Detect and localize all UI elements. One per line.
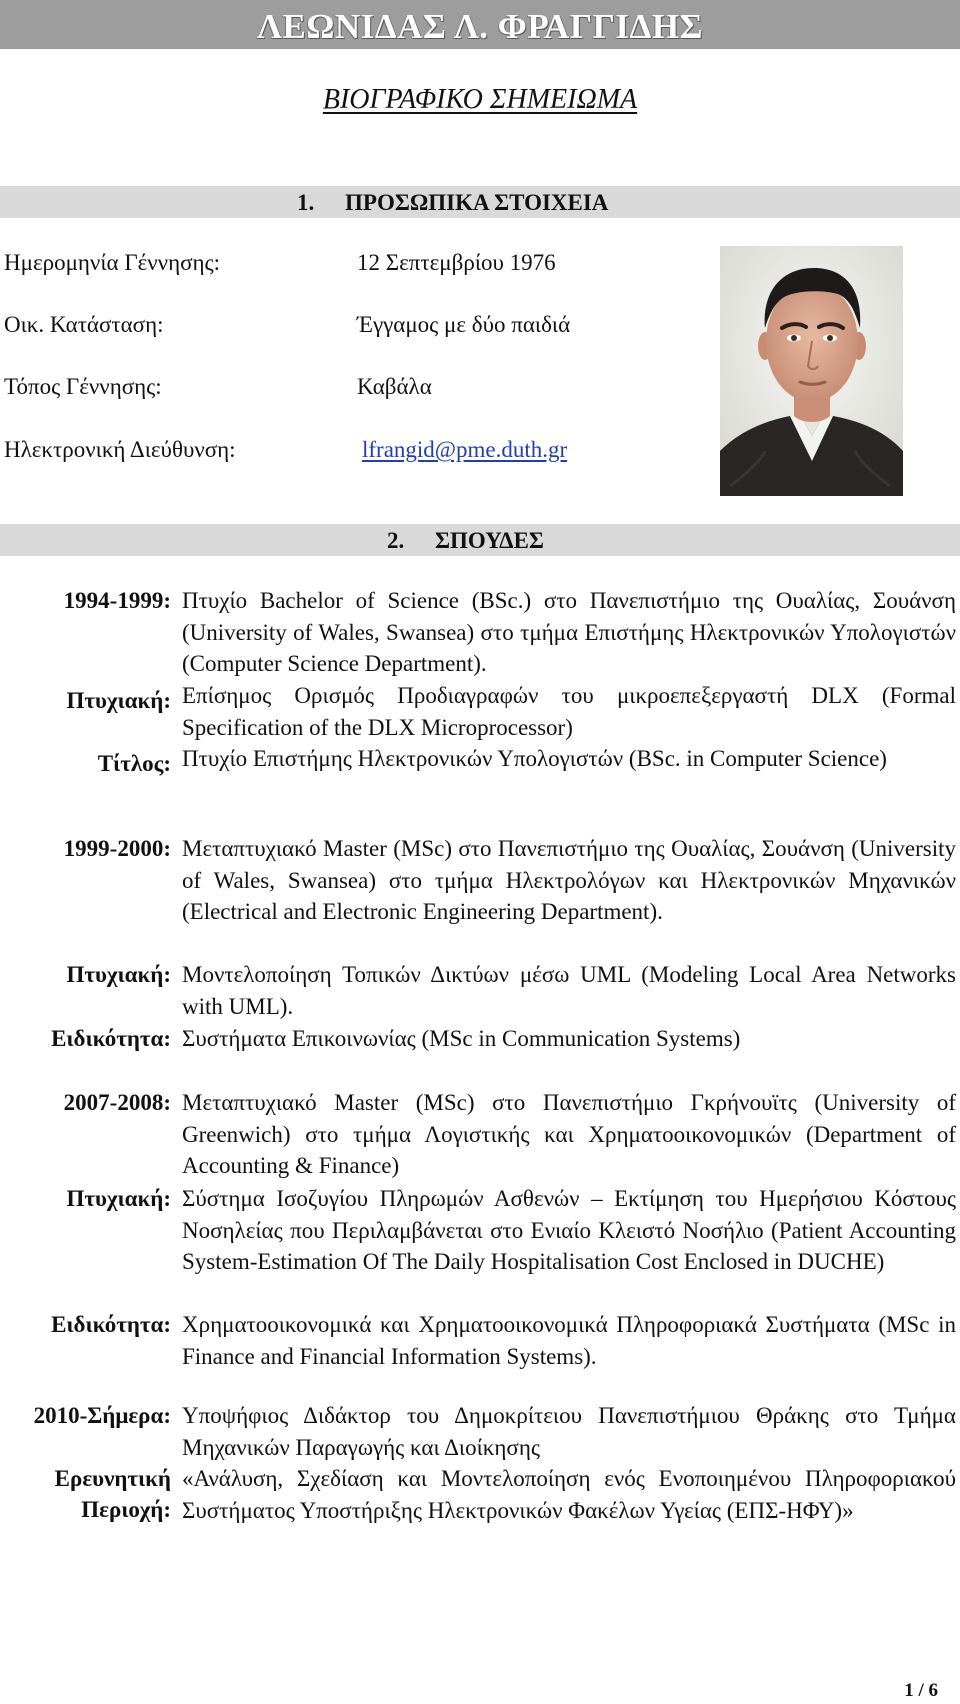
section-header-studies <box>0 524 960 556</box>
birth-date-label: Ημερομηνία Γέννησης: <box>4 250 221 275</box>
entry-text: Υποψήφιος Διδάκτορ του Δημοκρίτειου Πανεπιστήμιου Θράκης στο Τμήμα Μηχανικών Παραγωγής και Διοίκησης <box>182 1403 956 1460</box>
entry-label: Περιοχή: <box>81 1497 171 1522</box>
entry-label: Πτυχιακή: <box>66 688 171 713</box>
entry-label: 2010-Σήμερα: <box>33 1403 171 1428</box>
person-name: ΛΕΩΝΙΔΑΣ Λ. ΦΡΑΓΓΙΔΗΣ <box>256 7 704 46</box>
entry-label: 1994-1999: <box>63 588 171 613</box>
entry-text: Μεταπτυχιακό Master (MSc) στο Πανεπιστήμιο Γκρήνουϊτς (University of Greenwich) στο τμήμα Λογιστικής και Χρηματοοικονομικών (Department of Accounting & Finance) <box>182 1090 956 1178</box>
section-number: 2. <box>387 528 405 553</box>
entry-label: Πτυχιακή: <box>66 1186 171 1211</box>
entry-text: Πτυχίο Επιστήμης Ηλεκτρονικών Υπολογιστών (BSc. in Computer Science) <box>182 746 887 771</box>
marital-status-label: Οικ. Κατάσταση: <box>4 312 164 337</box>
email-link[interactable]: lfrangid@pme.duth.gr <box>362 437 568 462</box>
entry-text: Συστήματα Επικοινωνίας (MSc in Communication Systems) <box>182 1026 741 1051</box>
name-banner <box>0 0 960 49</box>
entry-text: Σύστημα Ισοζυγίου Πληρωμών Ασθενών – Εκτίμηση του Ημερήσιου Κόστους Νοσηλείας που Περιλαμβάνεται στο Ενιαίο Κλειστό Νοσήλιο (Patient Accounting System-Estimation Of The Daily Hospitalisation Cost Enclosed in DUCHE) <box>182 1186 956 1274</box>
page-number: 1 / 6 <box>904 1680 938 1701</box>
entry-label: Ερευνητική <box>54 1466 171 1491</box>
entry-text: «Ανάλυση, Σχεδίαση και Μοντελοποίηση ενός Ενοποιημένου Πληροφοριακού Συστήματος Υποστήριξης Ηλεκτρονικών Φακέλων Υγείας (ΕΠΣ-ΗΦΥ)» <box>182 1466 956 1523</box>
document-title: ΒΙΟΓΡΑΦΙΚΟ ΣΗΜΕΙΩΜΑ <box>322 84 638 115</box>
birth-date-value: 12 Σεπτεμβρίου 1976 <box>357 250 556 275</box>
section-title: ΠΡΟΣΩΠΙΚΑ ΣΤΟΙΧΕΙΑ <box>345 190 609 215</box>
entry-label: Πτυχιακή: <box>66 962 171 987</box>
portrait-photo <box>720 246 903 496</box>
email-value-wrap <box>362 437 567 463</box>
marital-status-value: Έγγαμος με δύο παιδιά <box>357 312 571 337</box>
entry-text: Επίσημος Ορισμός Προδιαγραφών του μικροεπεξεργαστή DLX (Formal Specification of the DLX Microprocessor) <box>182 683 956 740</box>
portrait-illustration <box>720 246 903 496</box>
entry-text: Μεταπτυχιακό Master (MSc) στο Πανεπιστήμιο της Ουαλίας, Σουάνση (University of Wales, Swansea) στο τμήμα Ηλεκτρολόγων και Ηλεκτρονικών Μηχανικών (Electrical and Electronic Engineering Department). <box>182 836 956 924</box>
entry-label: Τίτλος: <box>97 751 171 776</box>
entry-label: Ειδικότητα: <box>51 1026 171 1051</box>
entry-text: Χρηματοοικονομικά και Χρηματοοικονομικά Πληροφοριακά Συστήματα (MSc in Finance and Financial Information Systems). <box>182 1312 956 1369</box>
entry-label: Ειδικότητα: <box>51 1312 171 1337</box>
section-number: 1. <box>297 190 315 215</box>
section-title: ΣΠΟΥΔΕΣ <box>435 528 544 553</box>
birth-place-label: Τόπος Γέννησης: <box>4 374 162 399</box>
section-header-personal <box>0 186 960 218</box>
entry-text: Μοντελοποίηση Τοπικών Δικτύων μέσω UML (Modeling Local Area Networks with UML). <box>182 962 956 1019</box>
entry-text: Πτυχίο Bachelor of Science (BSc.) στο Πανεπιστήμιο της Ουαλίας, Σουάνση (University of Wales, Swansea) στο τμήμα Επιστήμης Ηλεκτρονικών Υπολογιστών (Computer Science Department). <box>182 588 956 676</box>
entry-label: 1999-2000: <box>63 836 171 861</box>
birth-place-value: Καβάλα <box>357 374 432 399</box>
entry-label: 2007-2008: <box>63 1090 171 1115</box>
email-label: Ηλεκτρονική Διεύθυνση: <box>4 437 236 462</box>
